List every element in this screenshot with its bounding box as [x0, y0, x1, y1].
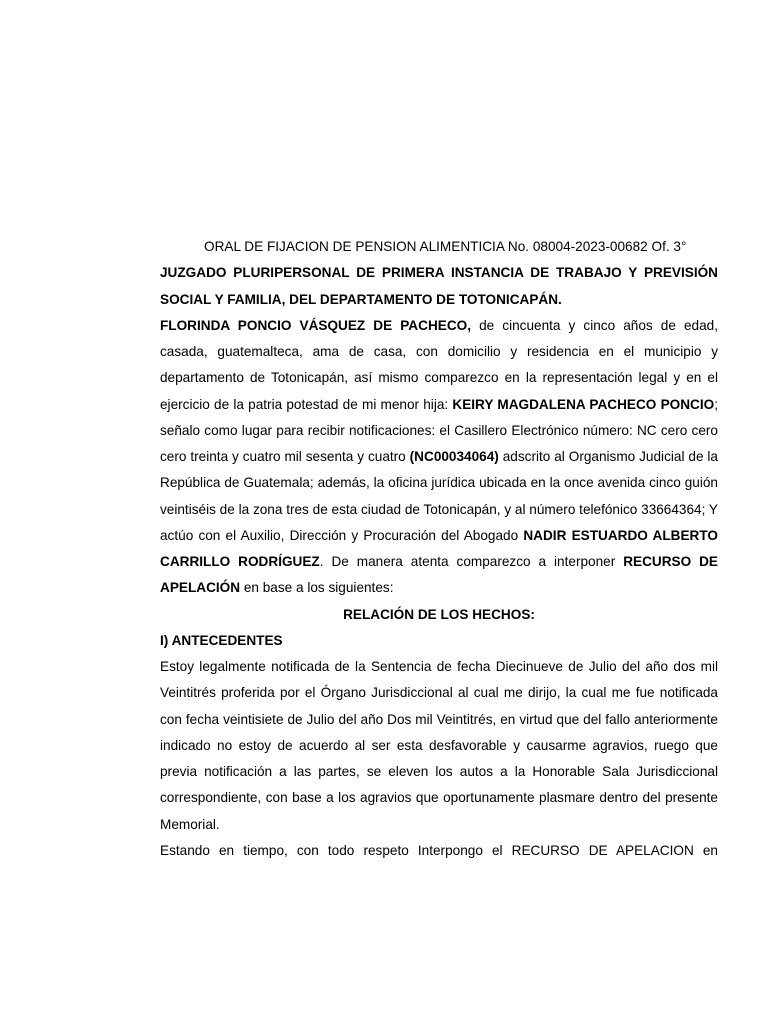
- intro-text-4: . De manera atenta comparezco a interponer: [319, 554, 624, 569]
- intro-text-5: en base a los siguientes:: [240, 580, 394, 596]
- intro-text-2: ; señalo como lugar para recibir notificaciones: el Casillero Electrónico número: NC cero cero cero treinta y cuatro mil sesenta y cuatro: [160, 396, 718, 464]
- document-body: [160, 234, 718, 864]
- court-name: JUZGADO PLURIPERSONAL DE PRIMERA INSTANCIA DE TRABAJO Y PREVISIÓN SOCIAL Y FAMILIA, DEL DEPARTAMENTO DE TOTONICAPÁN.: [160, 265, 718, 307]
- appeal-title: RECURSO DE APELACIÓN: [160, 554, 718, 596]
- section-1-body: Estoy legalmente notificada de la Sentencia de fecha Diecinueve de Julio del año dos mil Veintitrés proferida por el Órgano Jurisdiccional al cual me dirijo, la cual me fue notificada con fecha veintisiete de Julio del año Dos mil Veintitrés, en virtud que del fallo anteriormente indicado no estoy de acuerdo al ser esta desfavorable y causarme agravios, ruego que previa notificación a las partes, se eleven los autos a la Honorable Sala Jurisdiccional correspondiente, con base a los agravios que oportunamente plasmare dentro del presente Memorial.: [160, 659, 718, 832]
- lawyer-name: NADIR ESTUARDO ALBERTO CARRILLO RODRÍGUEZ: [160, 527, 718, 569]
- intro-text-3: adscrito al Organismo Judicial de la República de Guatemala; además, la oficina jurídica ubicada en la once avenida cinco guión veintiséis de la zona tres de esta ciudad de Totonicapán, y al número telefónico 33664364; Y actúo con el Auxilio, Dirección y Procuración del Abogado: [160, 449, 718, 543]
- minor-name: KEIRY MAGDALENA PACHECO PONCIO: [452, 396, 715, 412]
- case-number-line: ORAL DE FIJACION DE PENSION ALIMENTICIA No. 08004-2023-00682 Of. 3°: [204, 239, 687, 254]
- section-1-heading: I) ANTECEDENTES: [160, 632, 283, 648]
- court-heading: [160, 260, 718, 313]
- closing-line: Estando en tiempo, con todo respeto Interpongo el RECURSO DE APELACION en: [160, 842, 718, 858]
- intro-paragraph: [160, 313, 718, 602]
- mailbox-code: (NC00034064): [409, 449, 499, 464]
- intro-text-1: de cincuenta y cinco años de edad, casada, guatemalteca, ama de casa, con domicilio y residencia en el municipio y departamento de Totonicapán, así mismo comparezco en la representación legal y en el ejercicio de la patria potestad de mi menor hija:: [160, 317, 718, 412]
- plaintiff-name: FLORINDA PONCIO VÁSQUEZ DE PACHECO,: [160, 317, 471, 333]
- facts-heading: RELACIÓN DE LOS HECHOS:: [343, 606, 535, 622]
